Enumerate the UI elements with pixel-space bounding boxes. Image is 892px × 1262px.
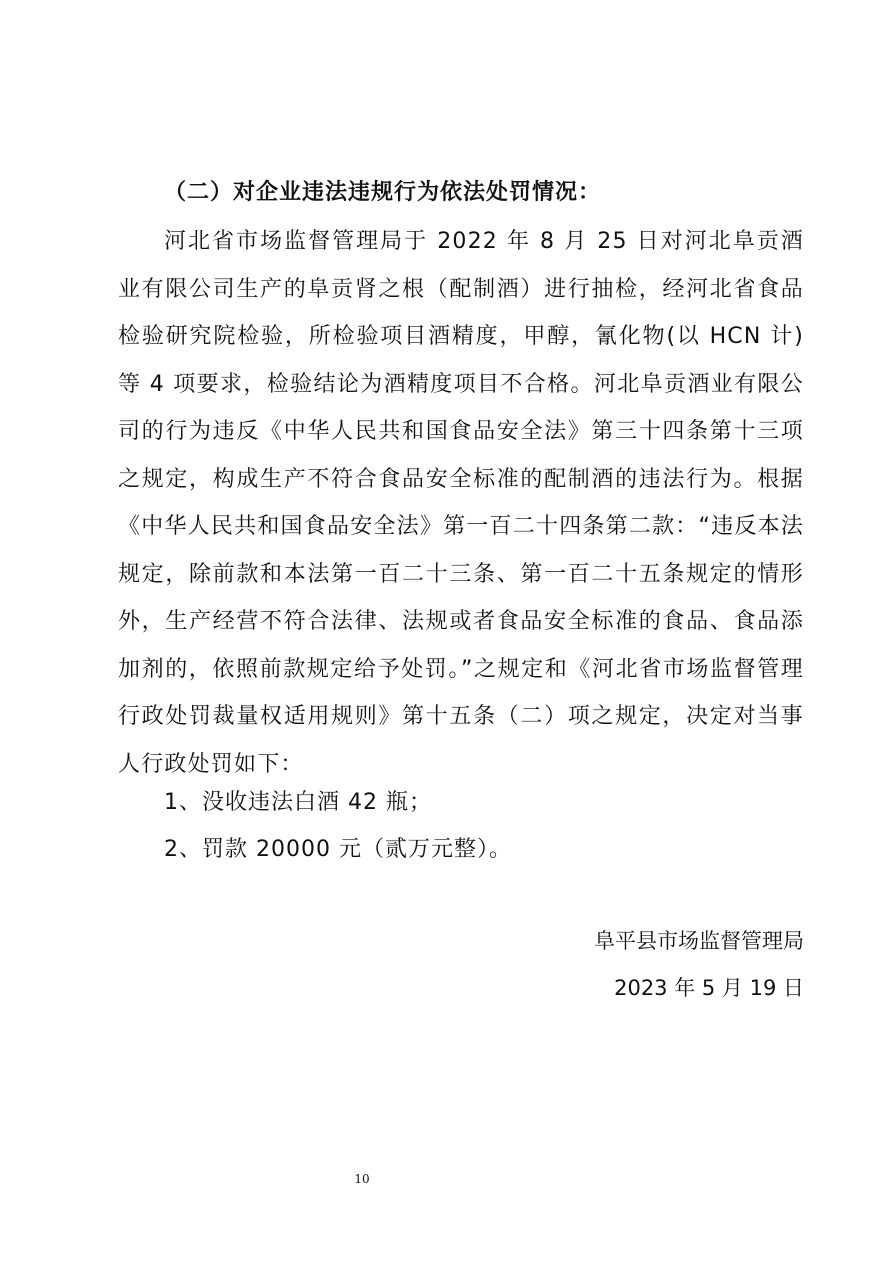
signature-organization: 阜平县市场监督管理局 (594, 929, 804, 953)
signature-date: 2023 年 5 月 19 日 (614, 976, 804, 1000)
body-paragraph: 河北省市场监督管理局于 2022 年 8 月 25 日对河北阜贡酒业有限公司生产的阜贡肾之根（配制酒）进行抽检，经河北省食品检验研究院检验，所检验项目酒精度，甲醇，氰化物(以 HCN 计)等 4 项要求，检验结论为酒精度项目不合格。河北阜贡酒业有限公司的行为违反《中华人民共和国食品安全法》第三十四条第十三项之规定，构成生产不符合食品安全标准的配制酒的违法行为。根据《中华人民共和国食品安全法》第一百二十四条第二款：“违反本法规定，除前款和本法第一百二十三条、第一百二十五条规定的情形外，生产经营不符合法律、法规或者食品安全标准的食品、食品添加剂的，依照前款规定给予处罚。”之规定和《河北省市场监督管理行政处罚裁量权适用规则》第十五条（二）项之规定，决定对当事人行政处罚如下： (118, 229, 804, 777)
page-number: 10 (354, 1172, 370, 1186)
section-heading: （二）对企业违法违规行为依法处罚情况： (164, 180, 602, 205)
penalty-item-1: 1、没收违法白酒 42 瓶； (164, 790, 432, 815)
penalty-item-2: 2、罚款 20000 元（贰万元整）。 (164, 837, 512, 862)
